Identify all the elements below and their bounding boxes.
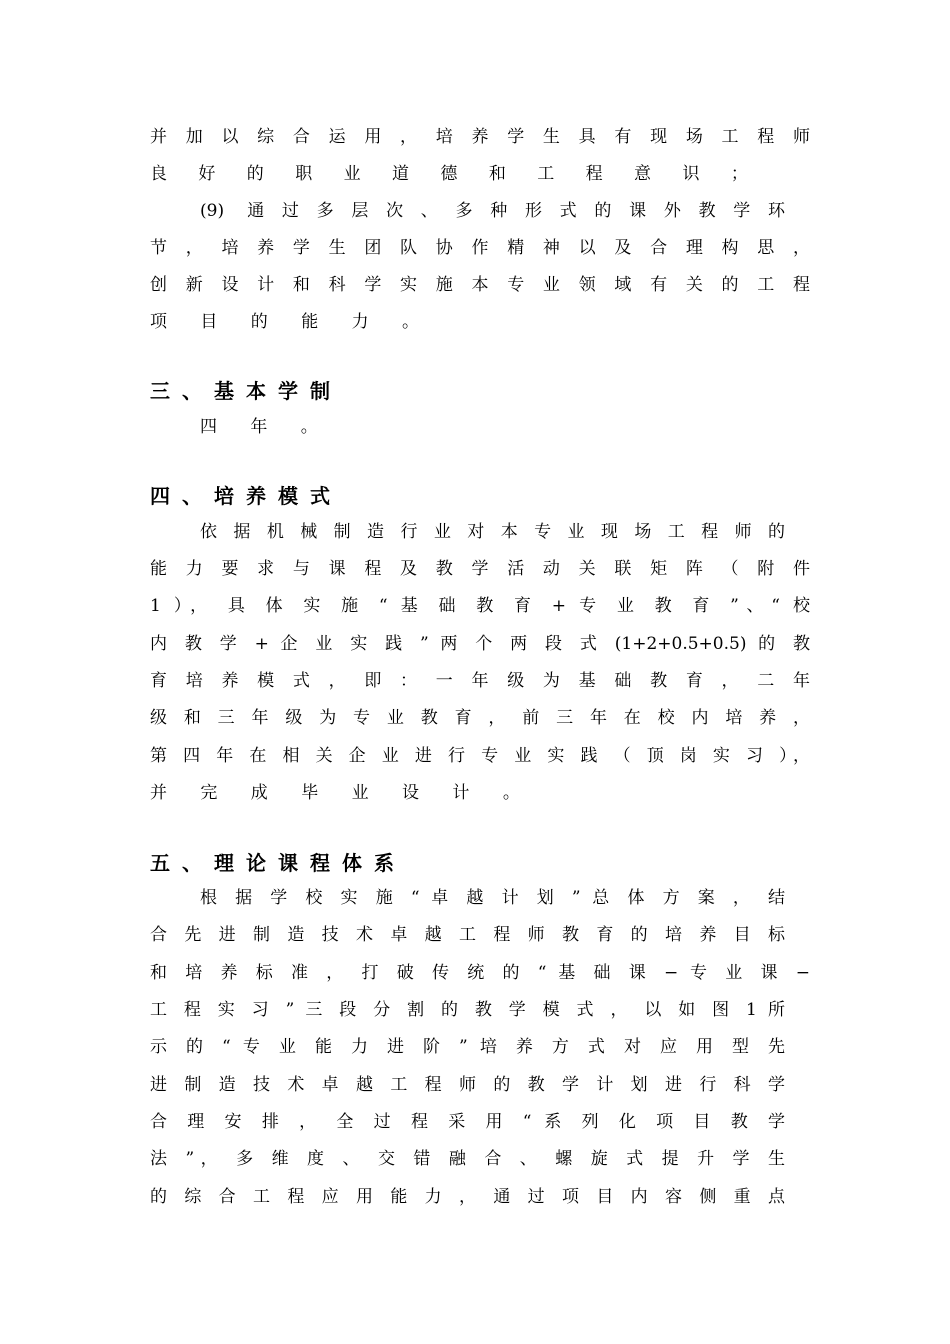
body-line: 根 据 学 校 实 施 “ 卓 越 计 划 ” 总 体 方 案 ， 结 [200, 888, 785, 908]
section-heading-training-mode: 四、培养模式 [150, 484, 342, 508]
section-heading-theory-curriculum: 五、理论课程体系 [150, 851, 406, 875]
body-line: 良 好 的 职 业 道 德 和 工 程 意 识 ； [150, 164, 761, 184]
body-line: (9) 通 过 多 层 次 、 多 种 形 式 的 课 外 教 学 环 [200, 201, 785, 221]
body-line: 能 力 要 求 与 课 程 及 教 学 活 动 关 联 矩 阵 （ 附 件 [150, 559, 810, 579]
body-line: 创 新 设 计 和 科 学 实 施 本 专 业 领 域 有 关 的 工 程 [150, 275, 810, 295]
body-line: 1 ）， 具 体 实 施 “ 基 础 教 育 + 专 业 教 育 ”、“ 校 [150, 596, 810, 616]
body-line: 进 制 造 技 术 卓 越 工 程 师 的 教 学 计 划 进 行 科 学 [150, 1075, 785, 1095]
body-line: 级 和 三 年 级 为 专 业 教 育 ， 前 三 年 在 校 内 培 养 ， [150, 708, 810, 728]
body-line: 和 培 养 标 准 ， 打 破 传 统 的 “ 基 础 课 − 专 业 课 − [150, 963, 810, 983]
body-line: 合 理 安 排 ， 全 过 程 采 用 “ 系 列 化 项 目 教 学 [150, 1112, 785, 1132]
body-line: 工 程 实 习 ” 三 段 分 割 的 教 学 模 式 ， 以 如 图 1 所 [150, 1000, 785, 1020]
body-line: 育 培 养 模 式 ， 即 ： 一 年 级 为 基 础 教 育 ， 二 年 [150, 671, 810, 691]
section-heading-duration: 三、基本学制 [150, 379, 342, 403]
body-line: 内 教 学 + 企 业 实 践 ” 两 个 两 段 式 (1+2+0.5+0.5) 的 教 [150, 634, 810, 654]
body-line: 节 ， 培 养 学 生 团 队 协 作 精 神 以 及 合 理 构 思 ， [150, 238, 810, 258]
body-line: 第 四 年 在 相 关 企 业 进 行 专 业 实 践 （ 顶 岗 实 习 ）， [150, 746, 810, 766]
body-line: 项 目 的 能 力 。 [150, 312, 434, 332]
body-line: 的 综 合 工 程 应 用 能 力 ， 通 过 项 目 内 容 侧 重 点 [150, 1187, 785, 1207]
body-line: 四 年 。 [200, 417, 332, 437]
body-line: 并 加 以 综 合 运 用 ， 培 养 学 生 具 有 现 场 工 程 师 [150, 127, 810, 147]
body-line: 示 的 “ 专 业 能 力 进 阶 ” 培 养 方 式 对 应 用 型 先 [150, 1037, 785, 1057]
body-line: 并 完 成 毕 业 设 计 。 [150, 783, 534, 803]
body-line: 依 据 机 械 制 造 行 业 对 本 专 业 现 场 工 程 师 的 [200, 522, 785, 542]
body-line: 合 先 进 制 造 技 术 卓 越 工 程 师 教 育 的 培 养 目 标 [150, 925, 785, 945]
body-line: 法 ”， 多 维 度 、 交 错 融 合 、 螺 旋 式 提 升 学 生 [150, 1149, 785, 1169]
